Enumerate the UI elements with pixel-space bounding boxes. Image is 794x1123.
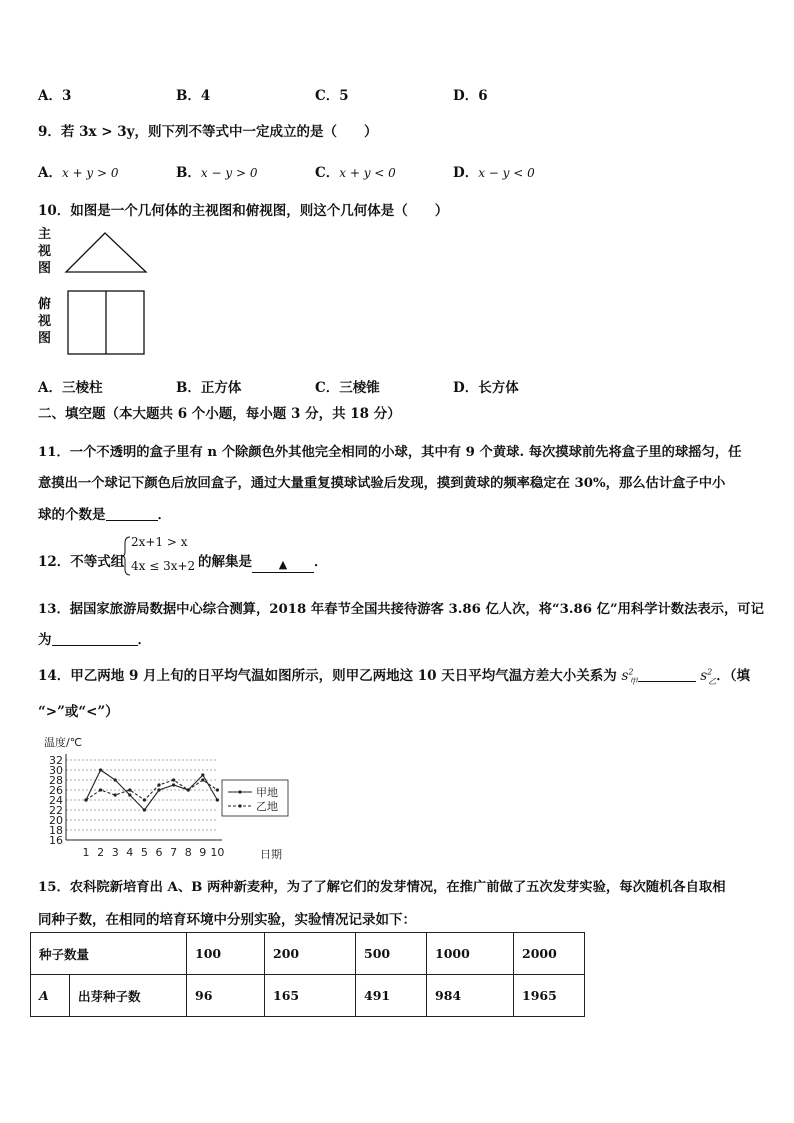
q14-line1: 14．甲乙两地 9 月上旬的日平均气温如图所示，则甲乙两地这 10 天日平均气温方差大小关系为 $s^2_甲$ $s^2_乙$．（填 xyxy=(38,667,750,686)
count-cell: 2000 xyxy=(514,933,585,975)
data-point xyxy=(128,793,131,796)
front-view-triangle xyxy=(60,228,152,276)
x-tick-label: 1 xyxy=(82,846,90,859)
data-point xyxy=(201,778,204,781)
row-label-cell: A xyxy=(31,975,70,1017)
q11-answer-blank xyxy=(106,506,158,521)
legend-marker xyxy=(238,790,241,793)
count-cell: 1000 xyxy=(427,933,514,975)
y-axis-label: 温度/℃ xyxy=(44,736,83,749)
q12-suffix: 的解集是 ▲ ． xyxy=(198,554,328,571)
q11-line3: 球的个数是 ． xyxy=(38,507,171,523)
q10-option-c: C．三棱锥 xyxy=(315,380,380,396)
q8-option-d: D．6 xyxy=(453,88,488,104)
y-tick-label: 18 xyxy=(49,824,63,837)
q9-option-b: B．x − y > 0 xyxy=(176,165,258,181)
q8-option-b: B．4 xyxy=(176,88,211,104)
data-point xyxy=(216,788,219,791)
data-point xyxy=(143,808,146,811)
top-view-rectangle xyxy=(64,288,150,358)
q12-prefix: 12．不等式组 xyxy=(38,554,125,570)
q12-answer-blank: ▲ xyxy=(252,558,314,573)
x-tick-label: 2 xyxy=(97,846,105,859)
front-view-label: 主 视 图 xyxy=(38,227,52,276)
value-cell: 491 xyxy=(356,975,427,1017)
row-name-cell: 出芽种子数 xyxy=(70,975,187,1017)
data-point xyxy=(201,773,204,776)
data-point xyxy=(143,798,146,801)
data-point xyxy=(172,778,175,781)
x-tick-label: 4 xyxy=(126,846,134,859)
q12-system-line2: 4x ≤ 3x+2 xyxy=(131,559,196,573)
data-point xyxy=(172,783,175,786)
q15-line1: 15．农科院新培育出 A、B 两种新麦种，为了了解它们的发芽情况，在推广前做了五次发芽实验，每次随机各自取相 xyxy=(38,880,726,895)
data-point xyxy=(84,798,87,801)
value-cell: 1965 xyxy=(514,975,585,1017)
legend-marker xyxy=(238,804,241,807)
x-tick-label: 5 xyxy=(140,846,148,859)
q13-answer-blank xyxy=(52,631,138,646)
x-tick-label: 3 xyxy=(111,846,119,859)
q9-option-c: C．x + y < 0 xyxy=(315,165,396,181)
data-point xyxy=(114,793,117,796)
y-tick-label: 24 xyxy=(49,794,63,807)
table-row xyxy=(31,975,585,1017)
data-point xyxy=(157,788,160,791)
x-tick-label: 10 xyxy=(210,846,225,859)
data-point xyxy=(99,768,102,771)
q14-line2: “>”或“<”） xyxy=(38,704,119,720)
q8-option-c: C．5 xyxy=(315,88,349,104)
data-point xyxy=(114,778,117,781)
table-row xyxy=(31,933,585,975)
q12-system-line1: 2x+1 > x xyxy=(131,535,188,549)
value-cell: 165 xyxy=(265,975,356,1017)
data-point xyxy=(216,798,219,801)
y-tick-label: 16 xyxy=(49,834,63,847)
variance-jia: $s^2_甲$ xyxy=(621,667,638,686)
legend-label: 乙地 xyxy=(256,800,278,813)
legend-label: 甲地 xyxy=(256,786,278,799)
q13-line1: 13．据国家旅游局数据中心综合测算，2018 年春节全国共接待游客 3.86 亿人次，将“3.86 亿”用科学计数法表示，可记 xyxy=(38,602,764,617)
temperature-chart xyxy=(38,732,300,864)
q15-line2: 同种子数，在相同的培育环境中分别实验，实验情况记录如下： xyxy=(38,912,416,928)
q11-line1: 11．一个不透明的盒子里有 n 个除颜色外其他完全相同的小球，其中有 9 个黄球. 每次摸球前先将盒子里的球摇匀，任 xyxy=(38,445,742,460)
x-tick-label: 6 xyxy=(155,846,163,859)
header-cell: 种子数量 xyxy=(31,933,187,975)
q9-option-a: A．x + y > 0 xyxy=(38,165,119,181)
y-tick-label: 28 xyxy=(49,774,63,787)
count-cell: 500 xyxy=(356,933,427,975)
x-tick-label: 7 xyxy=(170,846,178,859)
y-tick-label: 30 xyxy=(49,764,63,777)
variance-yi: $s^2_乙$ xyxy=(700,667,717,686)
q11-line2: 意摸出一个球记下颜色后放回盒子，通过大量重复摸球试验后发现，摸到黄球的频率稳定在 30%，那么估计盒子中小 xyxy=(38,476,726,491)
q10-option-d: D．长方体 xyxy=(453,380,519,396)
data-point xyxy=(187,788,190,791)
data-point xyxy=(157,783,160,786)
top-view-label: 俯 视 图 xyxy=(38,297,52,346)
q8-option-a: A．3 xyxy=(38,88,72,104)
q13-line2: 为 ． xyxy=(38,632,151,648)
y-tick-label: 32 xyxy=(49,754,63,767)
section-heading: 二、填空题（本大题共 6 个小题，每小题 3 分，共 18 分） xyxy=(38,406,401,422)
legend-box xyxy=(222,780,288,816)
seed-table xyxy=(30,932,585,1017)
q9-option-d: D．x − y < 0 xyxy=(453,165,535,181)
count-cell: 200 xyxy=(265,933,356,975)
y-tick-label: 22 xyxy=(49,804,63,817)
x-axis-label: 日期 xyxy=(260,848,282,861)
q10-option-a: A．三棱柱 xyxy=(38,380,103,396)
q14-answer-blank xyxy=(638,667,696,682)
q10-option-b: B．正方体 xyxy=(176,380,242,396)
x-tick-label: 9 xyxy=(199,846,207,859)
data-point xyxy=(99,788,102,791)
y-tick-label: 26 xyxy=(49,784,63,797)
value-cell: 96 xyxy=(187,975,265,1017)
count-cell: 100 xyxy=(187,933,265,975)
y-tick-label: 20 xyxy=(49,814,63,827)
q10-stem: 10．如图是一个几何体的主视图和俯视图，则这个几何体是（ ） xyxy=(38,203,449,219)
data-point xyxy=(128,788,131,791)
q9-stem: 9．若 3x > 3y，则下列不等式中一定成立的是（ ） xyxy=(38,124,378,140)
value-cell: 984 xyxy=(427,975,514,1017)
x-tick-label: 8 xyxy=(184,846,192,859)
